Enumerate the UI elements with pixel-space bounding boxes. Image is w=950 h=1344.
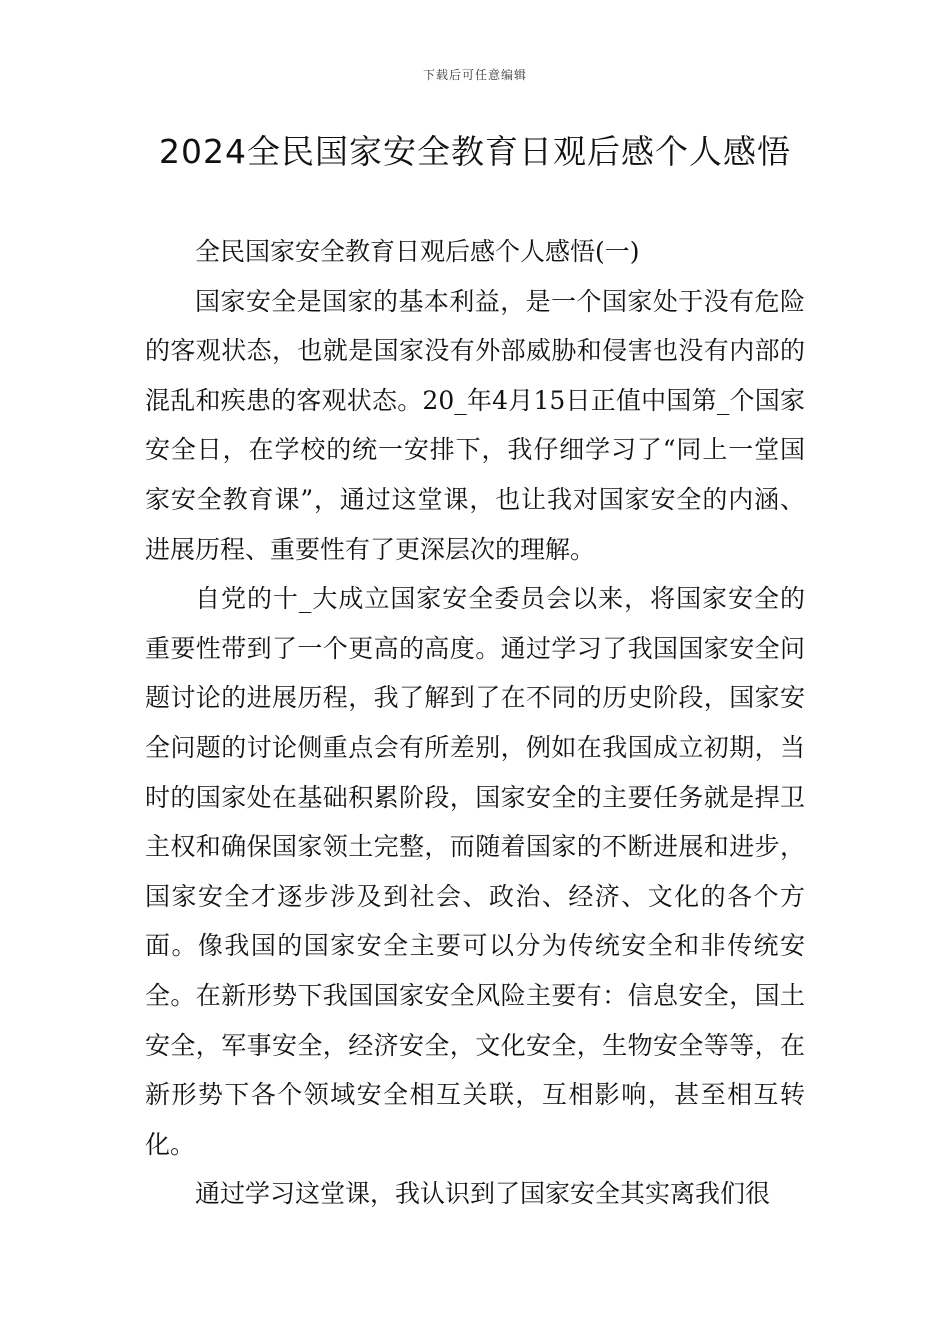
header-note: 下载后可任意编辑 — [422, 68, 527, 82]
paragraph: 国家安全是国家的基本利益，是一个国家处于没有危险的客观状态，也就是国家没有外部威胁和侵害也没有内部的混乱和疾患的客观状态。20_年4月15日正值中国第_个国家安全日，在学校的统一安排下，我仔细学习了“同上一堂国家安全教育课”，通过这堂课，也让我对国家安全的内涵、进展历程、重要性有了更深层次的理解。 — [145, 286, 805, 564]
document-title: 2024全民国家安全教育日观后感个人感悟 — [159, 132, 791, 171]
paragraph: 自党的十_大成立国家安全委员会以来，将国家安全的重要性带到了一个更高的高度。通过学习了我国国家安全问题讨论的进展历程，我了解到了在不同的历史阶段，国家安全问题的讨论侧重点会有所差别，例如在我国成立初期，当时的国家处在基础积累阶段，国家安全的主要任务就是捍卫主权和确保国家领土完整，而随着国家的不断进展和进步，国家安全才逐步涉及到社会、政治、经济、文化的各个方面。像我国的国家安全主要可以分为传统安全和非传统安全。在新形势下我国国家安全风险主要有：信息安全，国土安全，军事安全，经济安全，文化安全，生物安全等等，在新形势下各个领域安全相互关联，互相影响，甚至相互转化。 — [145, 584, 805, 1159]
paragraph: 通过学习这堂课，我认识到了国家安全其实离我们很 — [195, 1179, 771, 1209]
section-subtitle: 全民国家安全教育日观后感个人感悟(一) — [195, 237, 640, 266]
document-body — [145, 227, 805, 1219]
